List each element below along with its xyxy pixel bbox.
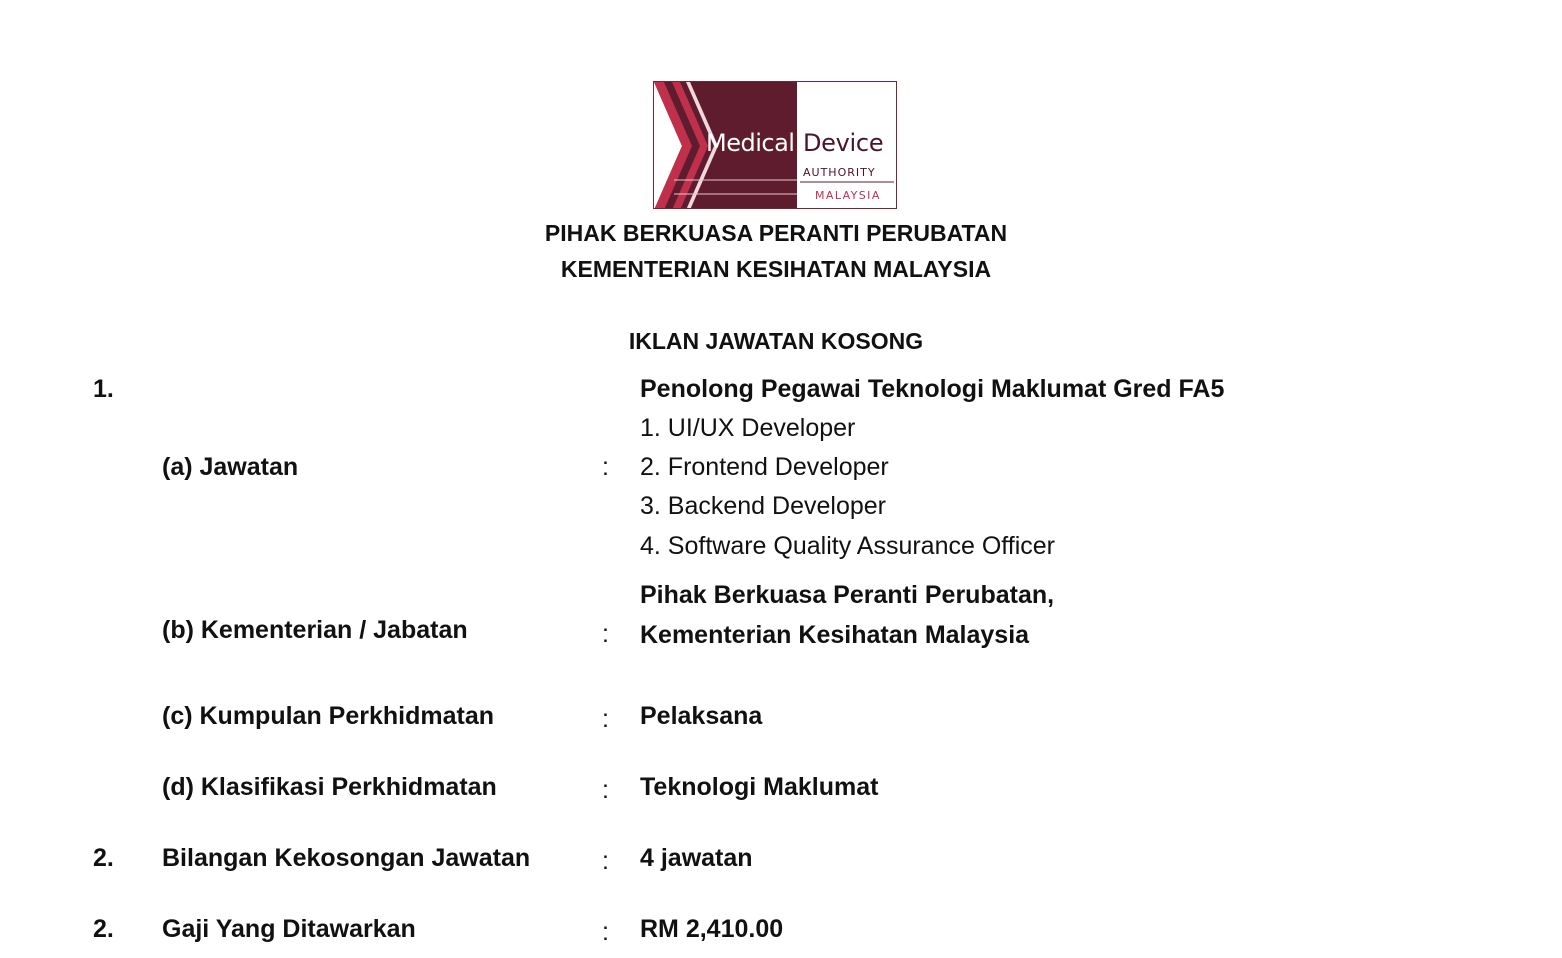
jawatan-item-3: 3. Backend Developer <box>640 492 886 520</box>
mda-logo <box>653 81 897 209</box>
gaji-value: RM 2,410.00 <box>640 915 784 943</box>
jawatan-item-4: 4. Software Quality Assurance Officer <box>640 532 1056 560</box>
bilangan-value: 4 jawatan <box>640 844 753 872</box>
logo-word-authority: AUTHORITY <box>803 166 876 179</box>
kementerian-colon: : <box>602 620 609 648</box>
section-3-number: 2. <box>93 915 114 943</box>
logo-word-device: Device <box>803 129 884 157</box>
kementerian-value-line-1: Pihak Berkuasa Peranti Perubatan, <box>640 581 1055 609</box>
bilangan-colon: : <box>602 847 609 875</box>
ministry-heading: KEMENTERIAN KESIHATAN MALAYSIA <box>560 256 992 282</box>
kumpulan-colon: : <box>602 705 609 733</box>
gaji-label: Gaji Yang Ditawarkan <box>162 915 416 943</box>
bilangan-label: Bilangan Kekosongan Jawatan <box>162 844 531 872</box>
organisation-heading: PIHAK BERKUASA PERANTI PERUBATAN <box>544 220 1008 246</box>
kumpulan-label: (c) Kumpulan Perkhidmatan <box>162 702 494 730</box>
kementerian-value-line-2: Kementerian Kesihatan Malaysia <box>640 621 1030 649</box>
jawatan-item-1: 1. UI/UX Developer <box>640 414 856 442</box>
kumpulan-value: Pelaksana <box>640 702 763 730</box>
klasifikasi-value: Teknologi Maklumat <box>640 773 879 801</box>
kementerian-label: (b) Kementerian / Jabatan <box>162 616 468 644</box>
section-1-number: 1. <box>93 375 114 403</box>
klasifikasi-label: (d) Klasifikasi Perkhidmatan <box>162 773 497 801</box>
page-title: IKLAN JAWATAN KOSONG <box>628 328 924 354</box>
logo-word-medical: Medical <box>706 129 795 157</box>
jawatan-item-2: 2. Frontend Developer <box>640 453 889 481</box>
klasifikasi-colon: : <box>602 776 609 804</box>
logo-word-malaysia: MALAYSIA <box>815 189 881 202</box>
post-title: Penolong Pegawai Teknologi Maklumat Gred FA5 <box>640 375 1225 403</box>
gaji-colon: : <box>602 918 609 946</box>
section-2-number: 2. <box>93 844 114 872</box>
jawatan-label: (a) Jawatan <box>162 453 299 481</box>
jawatan-colon: : <box>602 453 609 481</box>
